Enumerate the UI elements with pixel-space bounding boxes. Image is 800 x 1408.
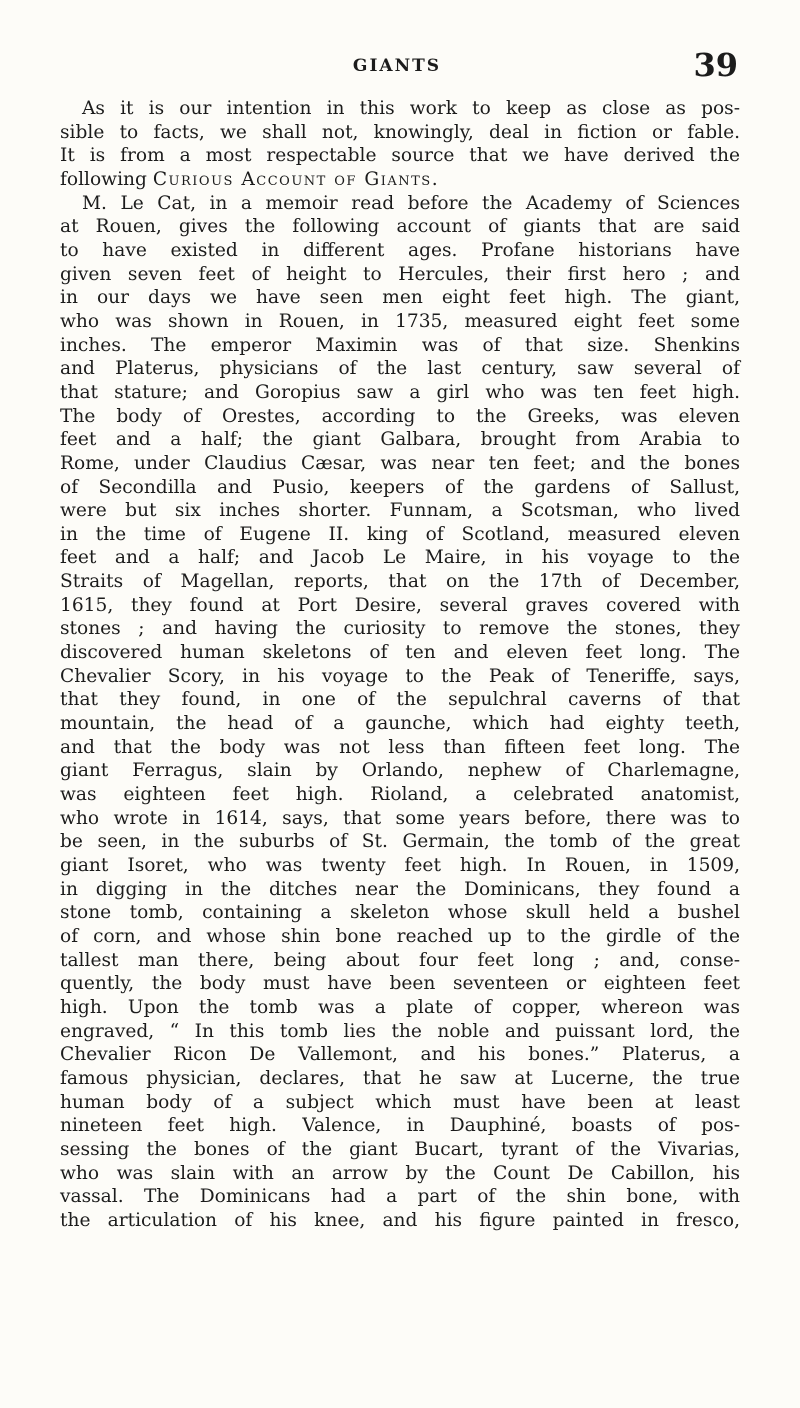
line-text: that stature; and Goropius saw a girl who was ten feet high. [60,381,740,403]
text-line [60,263,740,287]
line-text: be seen, in the suburbs of St. Germain, the tomb of the great [60,831,740,853]
text-line [60,901,740,925]
text-line [60,1043,740,1067]
line-text: As it is our intention in this work to keep as close as pos- [82,98,740,119]
text-line [60,854,740,878]
text-line [60,1209,740,1233]
line-text: in our days we have seen men eight feet high. The giant, [60,287,740,309]
line-text: sible to facts, we shall not, knowingly, deal in fiction or fable. [60,121,740,143]
text-line [60,499,740,523]
line-text: in the time of Eugene II. king of Scotland, measured eleven [60,523,740,545]
text-line [60,972,740,996]
line-text: It is from a most respectable source that we have derived the [60,145,740,167]
line-text: feet and a half; the giant Galbara, brought from Arabia to [60,429,740,451]
text-line [60,1091,740,1115]
text-line [60,546,740,570]
line-text: The body of Orestes, according to the Greeks, was eleven [60,405,740,427]
line-text: human body of a subject which must have been at least [60,1091,740,1113]
text-line [60,641,740,665]
text-line [60,665,740,689]
line-text: Chevalier Ricon De Vallemont, and his bones.” Platerus, a [60,1044,740,1066]
line-text: who wrote in 1614, says, that some years before, there was to [60,807,740,829]
text-line [60,1138,740,1162]
line-text: nineteen feet high. Valence, in Dauphiné, boasts of pos- [60,1115,740,1137]
line-text: of corn, and whose shin bone reached up to the girdle of the [60,925,740,947]
text-line [60,121,740,145]
text-line [60,144,740,168]
line-text: giant Isoret, who was twenty feet high. In Rouen, in 1509, [60,855,740,876]
line-text: discovered human skeletons of ten and eleven feet long. The [60,642,740,664]
small-caps-heading: Curious Account of Giants [152,168,432,190]
line-text: stone tomb, containing a skeleton whose skull held a bushel [60,902,740,924]
text-line [60,1114,740,1138]
text-line [60,192,740,216]
line-text: engraved, “ In this tomb lies the noble and puissant lord, the [60,1020,740,1042]
line-text: who was shown in Rouen, in 1735, measured eight feet some [60,310,740,332]
line-text: Rome, under Claudius Cæsar, was near ten feet; and the bones [60,452,740,474]
text-line [60,428,740,452]
line-text: were but six inches shorter. Funnam, a Scotsman, who lived [60,500,740,522]
text-line [60,476,740,500]
line-text: Straits of Magellan, reports, that on the 17th of December, [60,571,740,593]
line-text: vassal. The Dominicans had a part of the shin bone, with [60,1186,740,1208]
text-line [60,949,740,973]
text-line [60,334,740,358]
text-line [60,215,740,239]
line-text: following [60,168,153,190]
running-head [56,44,738,84]
text-line [60,736,740,760]
line-text: the articulation of his knee, and his figure painted in fresco, [60,1209,740,1231]
line-text: and that the body was not less than fifteen feet long. The [60,736,740,758]
text-line [60,1020,740,1044]
text-line [60,1162,740,1186]
text-line [60,1067,740,1091]
text-line [60,759,740,783]
line-text: M. Le Cat, in a memoir read before the Academy of Sciences [82,192,740,214]
line-text: was eighteen feet high. Rioland, a celebrated anatomist, [60,784,740,806]
text-line [60,97,740,121]
line-text: and Platerus, physicians of the last century, saw several of [60,358,740,380]
line-text: in digging in the ditches near the Dominicans, they found a [60,878,740,900]
line-text: giant Ferragus, slain by Orlando, nephew of Charlemagne, [60,760,740,782]
line-text: sessing the bones of the giant Bucart, tyrant of the Vivarias, [60,1138,740,1160]
line-text: inches. The emperor Maximin was of that size. Shenkins [60,334,740,356]
text-line [60,357,740,381]
text-line [60,523,740,547]
text-line [60,878,740,902]
line-text: high. Upon the tomb was a plate of copper, whereon was [60,996,740,1018]
line-text: who was slain with an arrow by the Count De Cabillon, his [60,1162,740,1184]
line-text: famous physician, declares, that he saw at Lucerne, the true [60,1067,740,1089]
text-line [60,830,740,854]
text-line [60,617,740,641]
line-text: of Secondilla and Pusio, keepers of the gardens of Sallust, [60,476,740,498]
text-line [60,996,740,1020]
line-text: 1615, they found at Port Desire, several graves covered with [60,594,740,616]
text-line [60,1185,740,1209]
line-text: feet and a half; and Jacob Le Maire, in his voyage to the [60,547,740,569]
line-text: Chevalier Scory, in his voyage to the Peak of Teneriffe, says, [60,665,740,687]
line-text: given seven feet of height to Hercules, their first hero ; and [60,263,740,285]
line-text-tail: . [431,168,438,190]
text-line [60,310,740,334]
text-line [60,688,740,712]
line-text: that they found, in one of the sepulchral caverns of that [60,689,740,711]
text-line [60,286,740,310]
page-number: 39 [693,46,738,84]
text-line [60,452,740,476]
line-text: at Rouen, gives the following account of giants that are said [60,216,740,238]
line-text: mountain, the head of a gaunche, which had eighty teeth, [60,713,740,735]
text-line [60,168,740,192]
text-line [60,807,740,831]
text-line [60,239,740,263]
line-text: to have existed in different ages. Profane historians have [60,239,740,261]
line-text: quently, the body must have been seventeen or eighteen feet [60,973,740,995]
running-head-title: GIANTS [352,56,442,76]
text-line [60,783,740,807]
text-line [60,405,740,429]
body-text [60,97,740,1233]
line-text: stones ; and having the curiosity to remove the stones, they [60,618,740,640]
text-line [60,712,740,736]
text-line [60,570,740,594]
line-text: tallest man there, being about four feet long ; and, conse- [60,949,740,971]
text-line [60,594,740,618]
text-line [60,381,740,405]
text-line [60,925,740,949]
